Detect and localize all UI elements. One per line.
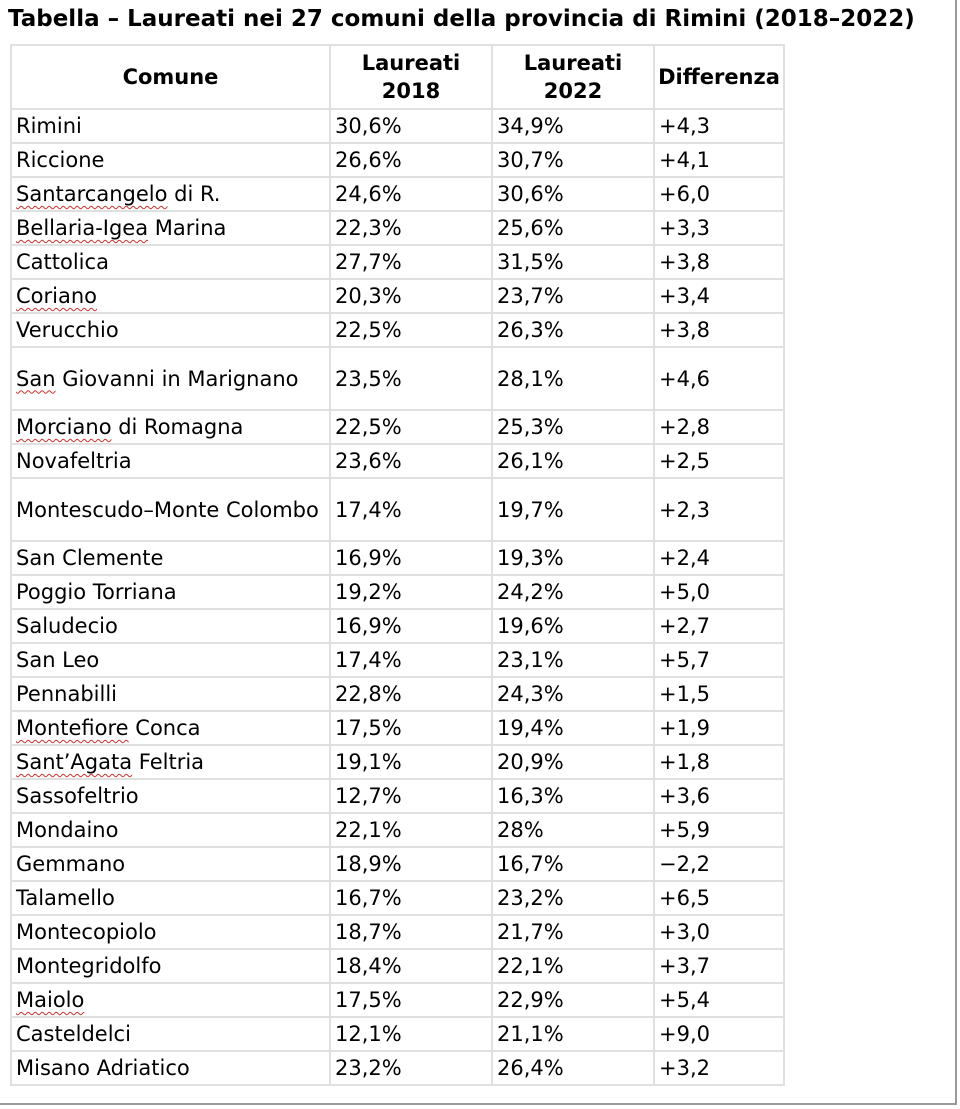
header-comune: Comune [11,45,330,109]
table-row [11,575,784,609]
cell-laureati-2018: 18,9% [330,847,492,881]
cell-comune: Misano Adriatico [11,1051,330,1085]
cell-differenza: +5,7 [654,643,784,677]
cell-laureati-2018: 22,5% [330,313,492,347]
cell-laureati-2022: 30,7% [492,143,654,177]
table-row [11,279,784,313]
header-differenza: Differenza [654,45,784,109]
header-laureati-2022: Laureati 2022 [492,45,654,109]
cell-laureati-2018: 27,7% [330,245,492,279]
cell-laureati-2018: 19,2% [330,575,492,609]
cell-laureati-2018: 16,9% [330,541,492,575]
cell-laureati-2022: 23,1% [492,643,654,677]
cell-laureati-2018: 16,9% [330,609,492,643]
cell-comune: Mondaino [11,813,330,847]
cell-laureati-2022: 23,7% [492,279,654,313]
table-row [11,211,784,245]
cell-laureati-2022: 19,3% [492,541,654,575]
cell-differenza: +3,0 [654,915,784,949]
cell-comune: Montegridolfo [11,949,330,983]
cell-laureati-2022: 24,3% [492,677,654,711]
cell-differenza: +4,3 [654,109,784,143]
cell-laureati-2022: 19,4% [492,711,654,745]
cell-laureati-2018: 22,3% [330,211,492,245]
table-row [11,915,784,949]
cell-comune: San Giovanni in Marignano [11,347,330,410]
cell-laureati-2018: 18,7% [330,915,492,949]
cell-differenza: +3,4 [654,279,784,313]
cell-comune: Novafeltria [11,444,330,478]
cell-differenza: +9,0 [654,1017,784,1051]
cell-differenza: +1,5 [654,677,784,711]
cell-differenza: +3,6 [654,779,784,813]
table-row [11,245,784,279]
cell-differenza: +4,6 [654,347,784,410]
cell-differenza: +3,3 [654,211,784,245]
cell-laureati-2022: 26,1% [492,444,654,478]
table-row [11,478,784,541]
cell-laureati-2018: 22,8% [330,677,492,711]
table-row [11,177,784,211]
cell-laureati-2022: 25,3% [492,410,654,444]
cell-comune: Bellaria-Igea Marina [11,211,330,245]
cell-comune: Sassofeltrio [11,779,330,813]
table-row [11,609,784,643]
cell-comune: Sant’Agata Feltria [11,745,330,779]
cell-laureati-2018: 23,5% [330,347,492,410]
table-row [11,643,784,677]
table-row [11,143,784,177]
cell-laureati-2022: 16,7% [492,847,654,881]
cell-comune: Coriano [11,279,330,313]
table-header-row [11,45,784,109]
cell-differenza: +3,8 [654,313,784,347]
cell-comune: San Leo [11,643,330,677]
table-row [11,313,784,347]
cell-laureati-2018: 17,5% [330,983,492,1017]
cell-laureati-2018: 30,6% [330,109,492,143]
table-row [11,541,784,575]
frame-border-bottom [0,1103,957,1105]
cell-laureati-2022: 20,9% [492,745,654,779]
cell-laureati-2022: 31,5% [492,245,654,279]
cell-differenza: +6,0 [654,177,784,211]
cell-laureati-2018: 23,6% [330,444,492,478]
table-row [11,109,784,143]
cell-laureati-2022: 21,1% [492,1017,654,1051]
cell-differenza: +2,5 [654,444,784,478]
cell-laureati-2022: 16,3% [492,779,654,813]
cell-laureati-2022: 26,3% [492,313,654,347]
cell-laureati-2018: 19,1% [330,745,492,779]
cell-differenza: +2,3 [654,478,784,541]
table-row [11,949,784,983]
table-row [11,347,784,410]
cell-comune: Maiolo [11,983,330,1017]
table-row [11,1017,784,1051]
cell-differenza: +3,8 [654,245,784,279]
cell-comune: Cattolica [11,245,330,279]
table-row [11,983,784,1017]
cell-differenza: +6,5 [654,881,784,915]
cell-laureati-2018: 17,4% [330,643,492,677]
cell-laureati-2022: 19,7% [492,478,654,541]
cell-comune: Santarcangelo di R. [11,177,330,211]
cell-differenza: +5,9 [654,813,784,847]
cell-laureati-2018: 22,1% [330,813,492,847]
cell-comune: Talamello [11,881,330,915]
cell-laureati-2022: 30,6% [492,177,654,211]
cell-differenza: +2,7 [654,609,784,643]
cell-laureati-2018: 16,7% [330,881,492,915]
cell-comune: Riccione [11,143,330,177]
table-row [11,779,784,813]
cell-differenza: +2,4 [654,541,784,575]
cell-laureati-2018: 17,5% [330,711,492,745]
cell-laureati-2022: 28% [492,813,654,847]
cell-laureati-2022: 23,2% [492,881,654,915]
cell-laureati-2018: 12,1% [330,1017,492,1051]
cell-laureati-2018: 18,4% [330,949,492,983]
cell-differenza: +4,1 [654,143,784,177]
cell-laureati-2022: 25,6% [492,211,654,245]
table-row [11,847,784,881]
cell-laureati-2022: 28,1% [492,347,654,410]
table-row [11,745,784,779]
cell-comune: San Clemente [11,541,330,575]
cell-differenza: +3,2 [654,1051,784,1085]
cell-comune: Gemmano [11,847,330,881]
cell-laureati-2022: 22,1% [492,949,654,983]
data-table [10,44,785,1086]
cell-comune: Poggio Torriana [11,575,330,609]
cell-comune: Verucchio [11,313,330,347]
table-row [11,1051,784,1085]
table-title: Tabella – Laureati nei 27 comuni della provincia di Rimini (2018–2022) [8,6,915,32]
cell-laureati-2018: 23,2% [330,1051,492,1085]
cell-comune: Saludecio [11,609,330,643]
cell-differenza: +1,9 [654,711,784,745]
cell-differenza: +5,0 [654,575,784,609]
cell-laureati-2022: 21,7% [492,915,654,949]
cell-differenza: −2,2 [654,847,784,881]
header-laureati-2018: Laureati 2018 [330,45,492,109]
cell-laureati-2022: 22,9% [492,983,654,1017]
cell-laureati-2018: 17,4% [330,478,492,541]
cell-laureati-2022: 34,9% [492,109,654,143]
cell-laureati-2018: 12,7% [330,779,492,813]
cell-differenza: +2,8 [654,410,784,444]
frame-border-right [955,0,957,1104]
cell-comune: Pennabilli [11,677,330,711]
table-row [11,677,784,711]
cell-comune: Rimini [11,109,330,143]
cell-differenza: +5,4 [654,983,784,1017]
cell-differenza: +3,7 [654,949,784,983]
cell-laureati-2022: 26,4% [492,1051,654,1085]
cell-laureati-2022: 24,2% [492,575,654,609]
cell-laureati-2018: 24,6% [330,177,492,211]
table-row [11,813,784,847]
cell-comune: Montecopiolo [11,915,330,949]
cell-laureati-2018: 22,5% [330,410,492,444]
table-row [11,444,784,478]
cell-comune: Casteldelci [11,1017,330,1051]
cell-laureati-2018: 20,3% [330,279,492,313]
table-row [11,410,784,444]
table-row [11,711,784,745]
cell-differenza: +1,8 [654,745,784,779]
cell-comune: Morciano di Romagna [11,410,330,444]
cell-laureati-2022: 19,6% [492,609,654,643]
cell-comune: Montescudo–Monte Colombo [11,478,330,541]
cell-comune: Montefiore Conca [11,711,330,745]
cell-laureati-2018: 26,6% [330,143,492,177]
table-row [11,881,784,915]
